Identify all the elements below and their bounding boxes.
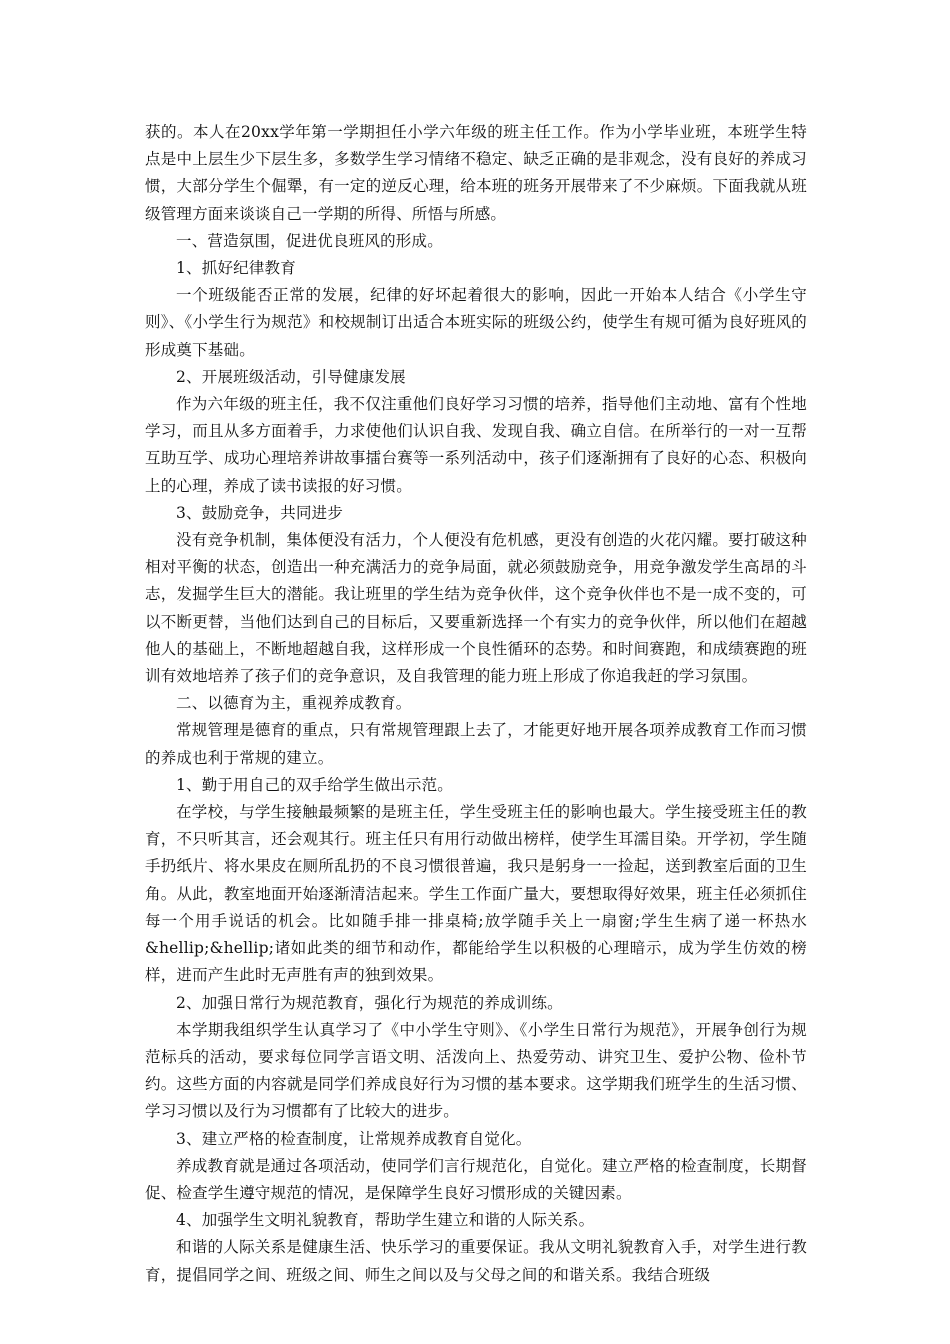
subheading-inspection: 3、建立严格的检查制度，让常规养成教育自觉化。 <box>176 1129 532 1148</box>
subheading-courtesy: 4、加强学生文明礼貌教育，帮助学生建立和谐的人际关系。 <box>176 1211 595 1230</box>
paragraph-example: 在学校，与学生接触最频繁的是班主任，学生受班主任的影响也最大。学生接受班主任的教育，不只听其言，还会观其行。班主任只有用行动做出榜样，使学生耳濡目染。开学初，学生随手扔纸片、将水果皮在厕所乱扔的不良习惯很普遍，我只是躬身一一捡起，送到教室后面的卫生角。从此，教室地面开始逐渐清洁起来。学生工作面广量大，要想取得好效果，班主任必须抓住每一个用手说话的机会。比如随手排一排桌椅;放学随手关上一扇窗;学生生病了递一杯热水&hellip;&hellip;诸如此类的细节和动作，都能给学生以积极的心理暗示，成为学生仿效的榜样，进而产生此时无声胜有声的独到效果。 <box>145 803 807 985</box>
paragraph-activities: 作为六年级的班主任，我不仅注重他们良好学习习惯的培养，指导他们主动地、富有个性地学习，而且从多方面着手，力求使他们认识自我、发现自我、确立自信。在所举行的一对一互帮互助互学、成功心理培养讲故事擂台赛等一系列活动中，孩子们逐渐拥有了良好的心态、积极向上的心理，养成了读书读报的好习惯。 <box>145 395 807 495</box>
document-page <box>145 119 807 1289</box>
paragraph-inspection: 养成教育就是通过各项活动，使同学们言行规范化，自觉化。建立严格的检查制度，长期督促、检查学生遵守规范的情况，是保障学生良好习惯形成的关键因素。 <box>145 1156 807 1202</box>
paragraph-norms: 本学期我组织学生认真学习了《中小学生守则》、《小学生日常行为规范》，开展争创行为规范标兵的活动，要求每位同学言语文明、活泼向上、热爱劳动、讲究卫生、爱护公物、俭朴节约。这些方面的内容就是同学们养成良好行为习惯的基本要求。这学期我们班学生的生活习惯、学习习惯以及行为习惯都有了比较大的进步。 <box>145 1020 807 1121</box>
subheading-norms: 2、加强日常行为规范教育，强化行为规范的养成训练。 <box>176 993 563 1012</box>
paragraph-competition: 没有竞争机制，集体便没有活力，个人便没有危机感，更没有创造的火花闪耀。要打破这种相对平衡的状态，创造出一种充满活力的竞争局面，就必须鼓励竞争，用竞争激发学生高昂的斗志，发掘学生巨大的潜能。我让班里的学生结为竞争伙伴，这个竞争伙伴也不是一成不变的，可以不断更替，当他们达到自己的目标后，又要重新选择一个有实力的竞争伙伴，所以他们在超越他人的基础上，不断地超越自我，这样形成一个良性循环的态势。和时间赛跑，和成绩赛跑的班训有效地培养了孩子们的竞争意识，及自我管理的能力班上形成了你追我赶的学习氛围。 <box>145 531 807 686</box>
subheading-example: 1、勤于用自己的双手给学生做出示范。 <box>176 775 453 794</box>
subheading-discipline: 1、抓好纪律教育 <box>176 259 296 278</box>
subheading-activities: 2、开展班级活动，引导健康发展 <box>176 367 406 386</box>
subheading-competition: 3、鼓励竞争，共同进步 <box>176 503 344 522</box>
section-heading-1: 一、营造氛围，促进优良班风的形成。 <box>176 231 443 250</box>
paragraph-routine: 常规管理是德育的重点，只有常规管理跟上去了，才能更好地开展各项养成教育工作而习惯的养成也利于常规的建立。 <box>145 721 807 767</box>
section-heading-2: 二、以德育为主，重视养成教育。 <box>176 694 412 713</box>
paragraph-discipline: 一个班级能否正常的发展，纪律的好坏起着很大的影响，因此一开始本人结合《小学生守则》、《小学生行为规范》和校规制订出适合本班实际的班级公约，使学生有规可循为良好班风的形成奠下基础。 <box>145 286 807 359</box>
paragraph-intro: 获的。本人在20xx学年第一学期担任小学六年级的班主任工作。作为小学毕业班，本班学生特点是中上层生少下层生多，多数学生学习情绪不稳定、缺乏正确的是非观念，没有良好的养成习惯，大部分学生个倔犟，有一定的逆反心理，给本班的班务开展带来了不少麻烦。下面我就从班级管理方面来谈谈自己一学期的所得、所悟与所感。 <box>145 123 807 223</box>
paragraph-courtesy: 和谐的人际关系是健康生活、快乐学习的重要保证。我从文明礼貌教育入手，对学生进行教育，提倡同学之间、班级之间、师生之间以及与父母之间的和谐关系。我结合班级 <box>145 1238 807 1284</box>
